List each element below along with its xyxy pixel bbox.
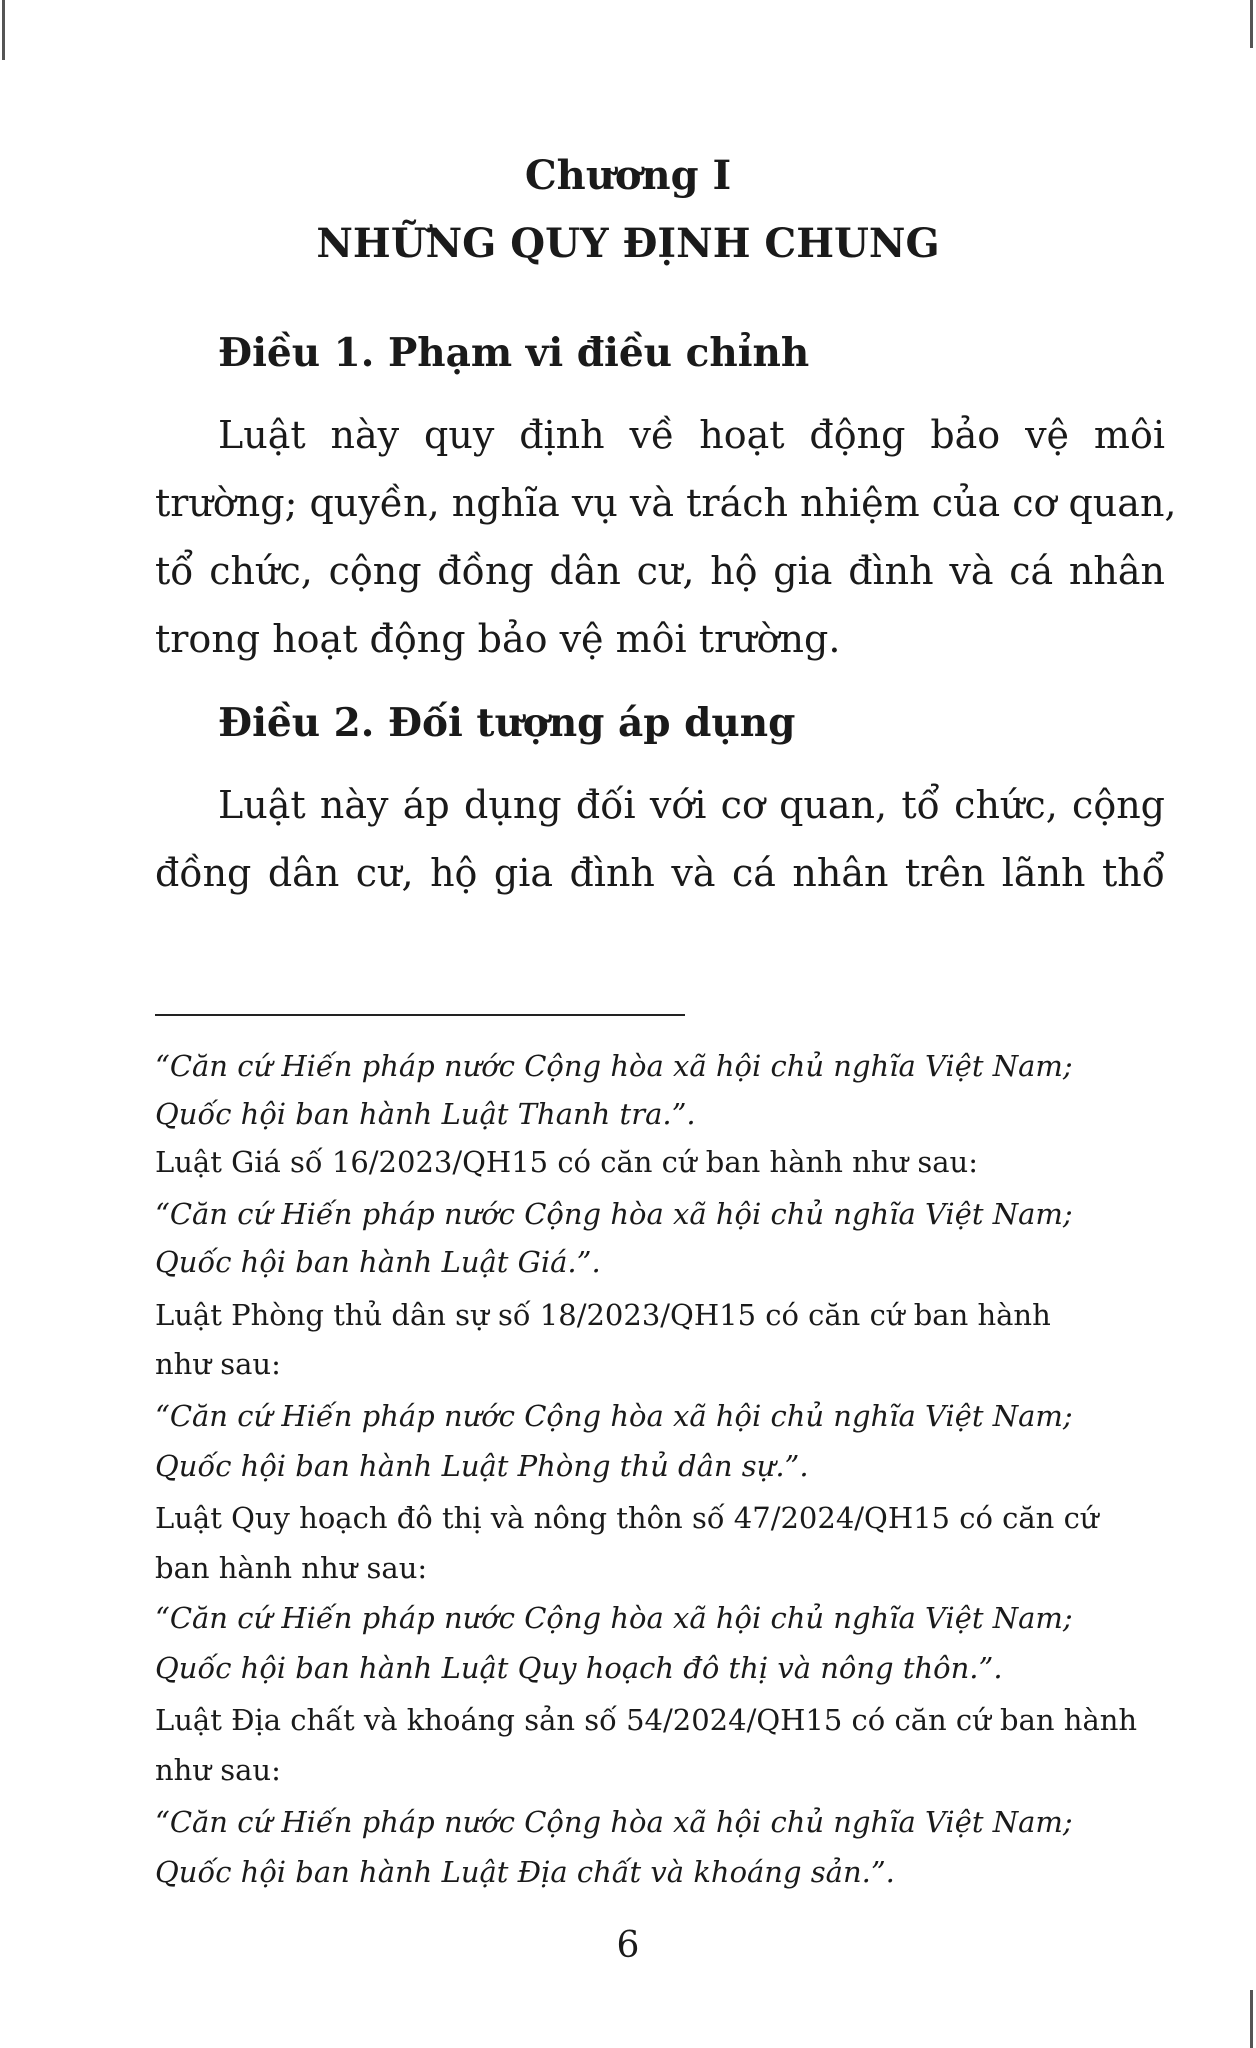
footnote-line: Quốc hội ban hành Luật Giá.”. [155,1245,601,1279]
footnote-line: “Căn cứ Hiến pháp nước Cộng hòa xã hội chủ nghĩa Việt Nam; [155,1049,1073,1083]
footnote-line: như sau: [155,1753,281,1787]
footnote-line: Quốc hội ban hành Luật Thanh tra.”. [155,1097,696,1131]
footnote-line: Luật Phòng thủ dân sự số 18/2023/QH15 có căn cứ ban hành [155,1298,1051,1332]
page-number: 6 [616,1925,640,1966]
page-edge-shadow-left [2,0,5,60]
article-1-heading: Điều 1. Phạm vi điều chỉnh [218,330,810,376]
article-1-line: tổ chức, cộng đồng dân cư, hộ gia đình và cá nhân [155,549,1165,593]
article-1-line: trường; quyền, nghĩa vụ và trách nhiệm của cơ quan, [155,481,1177,525]
footnote-line: “Căn cứ Hiến pháp nước Cộng hòa xã hội chủ nghĩa Việt Nam; [155,1197,1073,1231]
chapter-subtitle: NHỮNG QUY ĐỊNH CHUNG [316,220,940,267]
footnote-line: Quốc hội ban hành Luật Quy hoạch đô thị và nông thôn.”. [155,1651,1003,1685]
page-edge-shadow-right-bottom [1250,1990,1253,2048]
footnote-line: Luật Quy hoạch đô thị và nông thôn số 47/2024/QH15 có căn cứ [155,1501,1099,1535]
article-2-line: đồng dân cư, hộ gia đình và cá nhân trên lãnh thổ [155,851,1165,895]
article-1-line: trong hoạt động bảo vệ môi trường. [155,617,841,661]
footnote-line: Luật Giá số 16/2023/QH15 có căn cứ ban hành như sau: [155,1145,978,1179]
chapter-title: Chương I [524,152,732,199]
footnote-line: “Căn cứ Hiến pháp nước Cộng hòa xã hội chủ nghĩa Việt Nam; [155,1399,1073,1433]
footnote-divider [155,1014,685,1016]
article-1-line: Luật này quy định về hoạt động bảo vệ môi [218,413,1165,457]
footnote-line: ban hành như sau: [155,1551,428,1585]
footnote-line: “Căn cứ Hiến pháp nước Cộng hòa xã hội chủ nghĩa Việt Nam; [155,1805,1073,1839]
footnote-line: Luật Địa chất và khoáng sản số 54/2024/QH15 có căn cứ ban hành [155,1703,1138,1737]
page-edge-shadow-right-top [1250,0,1253,48]
article-2-heading: Điều 2. Đối tượng áp dụng [218,700,796,746]
footnote-line: như sau: [155,1347,281,1381]
article-2-line: Luật này áp dụng đối với cơ quan, tổ chức, cộng [218,783,1165,827]
footnote-line: Quốc hội ban hành Luật Phòng thủ dân sự.”. [155,1449,809,1483]
footnote-line: “Căn cứ Hiến pháp nước Cộng hòa xã hội chủ nghĩa Việt Nam; [155,1601,1073,1635]
footnote-line: Quốc hội ban hành Luật Địa chất và khoáng sản.”. [155,1855,895,1889]
